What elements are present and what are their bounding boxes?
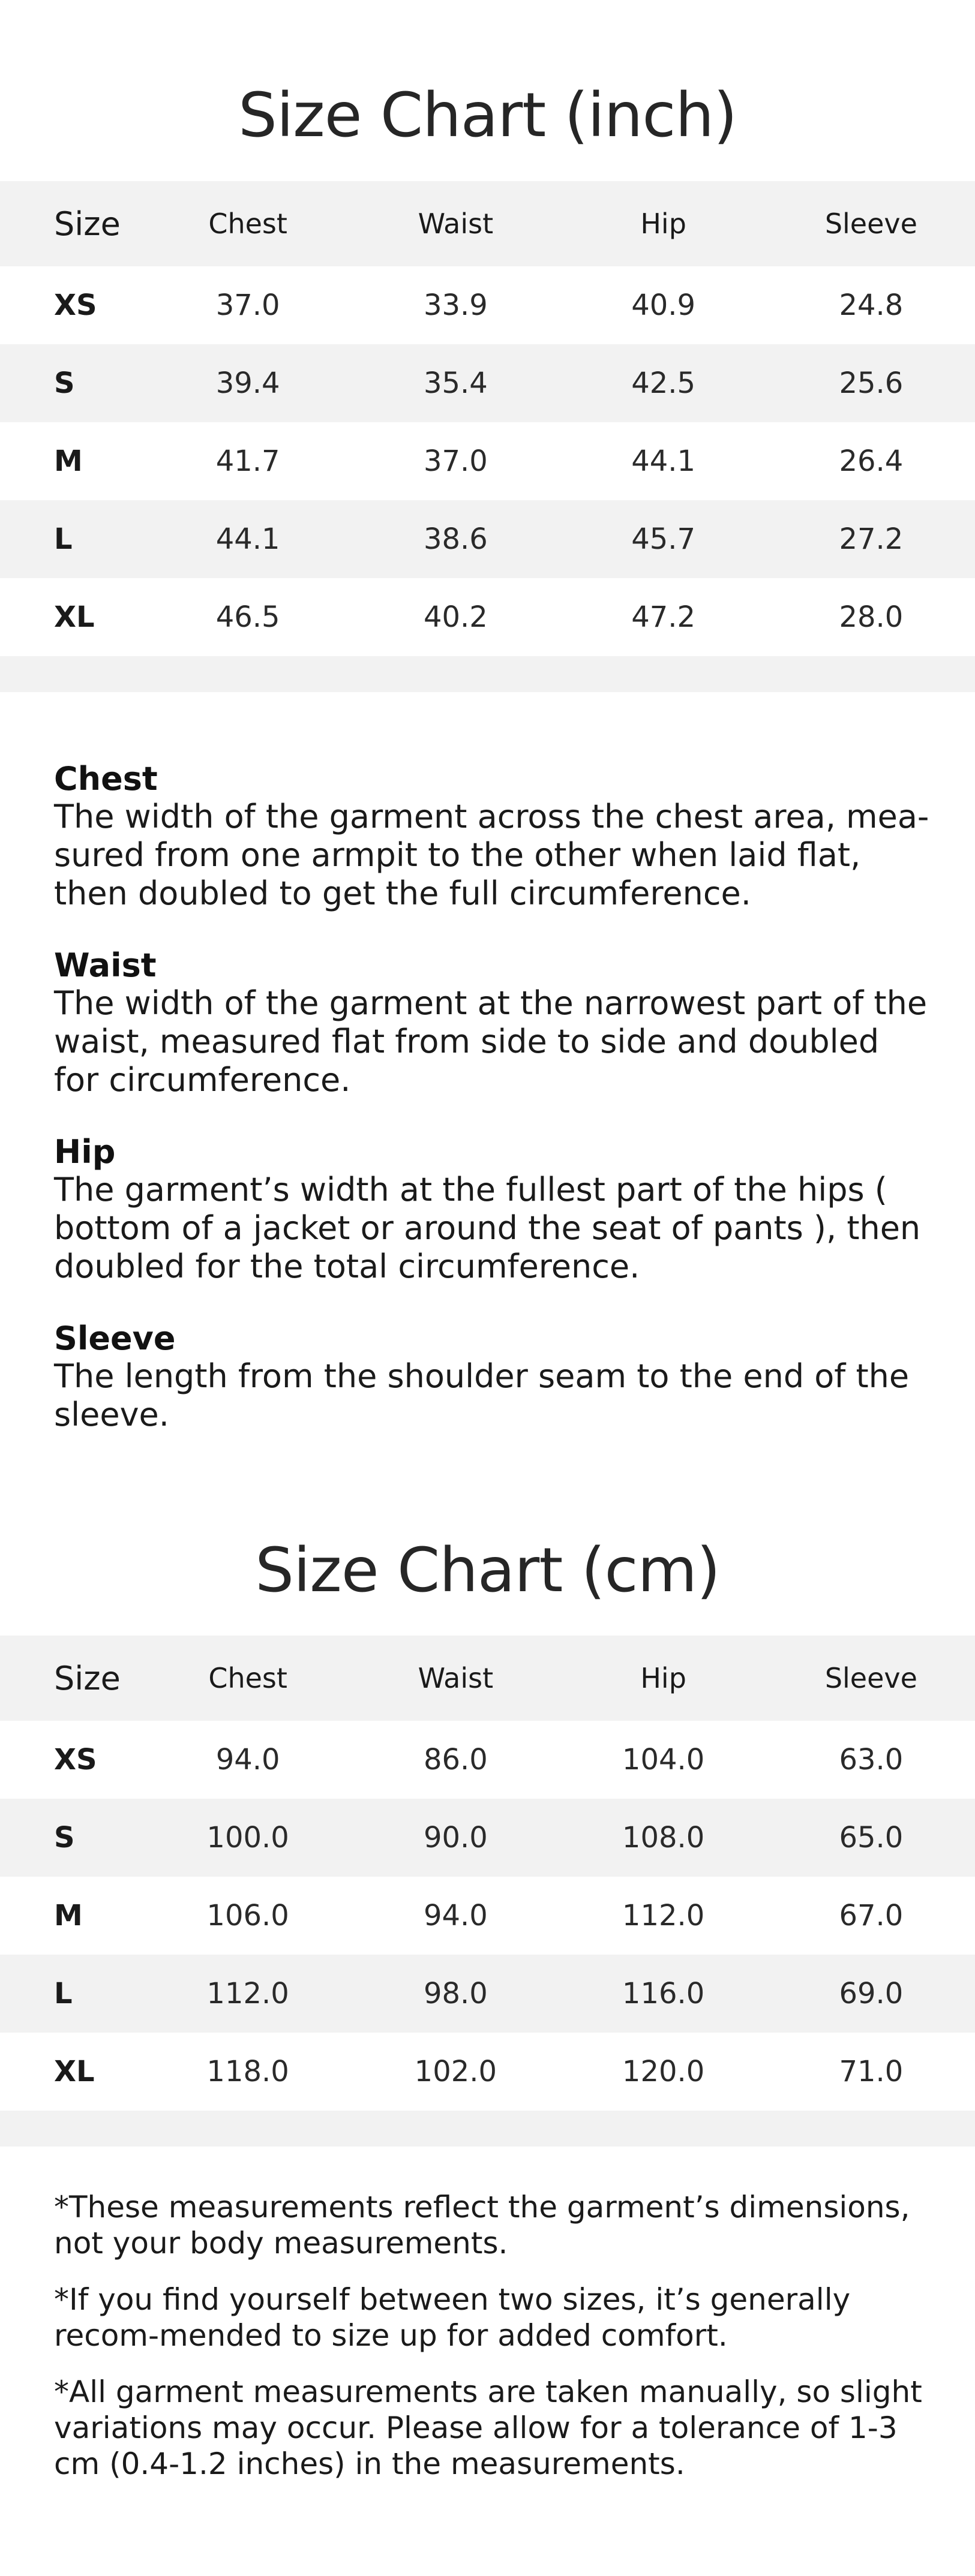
table-header-row bbox=[0, 181, 975, 266]
column-header-hip: Hip bbox=[640, 1662, 686, 1694]
waist-value: 86.0 bbox=[423, 1743, 488, 1777]
definition-term: Chest bbox=[54, 760, 158, 798]
waist-value: 33.9 bbox=[423, 288, 488, 322]
sleeve-value: 24.8 bbox=[839, 288, 904, 322]
definition-text: The length from the shoulder seam to the end of the sleeve. bbox=[54, 1357, 910, 1433]
waist-value: 37.0 bbox=[423, 444, 488, 478]
column-header-waist: Waist bbox=[418, 1662, 494, 1694]
definition-term: Hip bbox=[54, 1133, 116, 1171]
measurement-notes bbox=[54, 2189, 930, 2502]
waist-value: 40.2 bbox=[423, 600, 488, 634]
hip-value: 47.2 bbox=[631, 600, 696, 634]
size-label: M bbox=[54, 444, 83, 478]
table-footer-band bbox=[0, 2111, 975, 2147]
chest-value: 118.0 bbox=[206, 2055, 289, 2088]
sleeve-value: 67.0 bbox=[839, 1899, 904, 1932]
hip-value: 44.1 bbox=[631, 444, 696, 478]
hip-value: 45.7 bbox=[631, 522, 696, 556]
table-header-row bbox=[0, 1636, 975, 1721]
size-label: M bbox=[54, 1899, 83, 1932]
table-footer-band bbox=[0, 656, 975, 692]
chest-value: 41.7 bbox=[215, 444, 280, 478]
chest-value: 37.0 bbox=[215, 288, 280, 322]
sleeve-value: 71.0 bbox=[839, 2055, 904, 2088]
hip-value: 116.0 bbox=[622, 1977, 705, 2010]
note-tolerance: *All garment measurements are taken manually, so slight variations may occur. Please allow for a tolerance of 1-3 cm (0.4-1.2 inches) in the measurements. bbox=[54, 2374, 922, 2481]
size-chart-cm-title: Size Chart (cm) bbox=[255, 1535, 720, 1606]
column-header-sleeve: Sleeve bbox=[824, 208, 917, 240]
table-row bbox=[0, 1955, 975, 2033]
sleeve-value: 69.0 bbox=[839, 1977, 904, 2010]
sleeve-value: 26.4 bbox=[839, 444, 904, 478]
table-row bbox=[0, 266, 975, 344]
size-chart-inch-table bbox=[0, 181, 975, 692]
chest-value: 112.0 bbox=[206, 1977, 289, 2010]
definition-term: Sleeve bbox=[54, 1319, 176, 1357]
chest-value: 106.0 bbox=[206, 1899, 289, 1932]
chest-value: 94.0 bbox=[215, 1743, 280, 1777]
measurement-definitions bbox=[54, 761, 930, 1468]
sleeve-value: 27.2 bbox=[839, 522, 904, 556]
hip-value: 42.5 bbox=[631, 366, 696, 400]
chest-value: 39.4 bbox=[215, 366, 280, 400]
column-header-chest: Chest bbox=[208, 1662, 287, 1694]
note-garment-dimensions: *These measurements reflect the garment’s dimensions, not your body measurements. bbox=[54, 2190, 910, 2261]
hip-value: 108.0 bbox=[622, 1821, 705, 1854]
waist-value: 90.0 bbox=[423, 1821, 488, 1854]
note-between-sizes: *If you find yourself between two sizes, it’s generally recom-mended to size up for added comfort. bbox=[54, 2282, 851, 2353]
table-row bbox=[0, 2033, 975, 2111]
size-label: S bbox=[54, 1821, 75, 1854]
footer-spacer bbox=[0, 2111, 975, 2147]
definition-sleeve bbox=[54, 1320, 930, 1434]
size-label: S bbox=[54, 366, 75, 400]
chest-value: 100.0 bbox=[206, 1821, 289, 1854]
sleeve-value: 28.0 bbox=[839, 600, 904, 634]
table-row bbox=[0, 422, 975, 500]
hip-value: 40.9 bbox=[631, 288, 696, 322]
chest-value: 46.5 bbox=[215, 600, 280, 634]
table-row bbox=[0, 1799, 975, 1877]
column-header-waist: Waist bbox=[418, 208, 494, 240]
table-row bbox=[0, 1877, 975, 1955]
hip-value: 120.0 bbox=[622, 2055, 705, 2088]
definition-hip bbox=[54, 1134, 930, 1286]
table-row bbox=[0, 578, 975, 656]
definition-text: The garment’s width at the fullest part of the hips ( bottom of a jacket or around the seat of pants ), then doubled for the total circumference. bbox=[54, 1171, 921, 1285]
waist-value: 35.4 bbox=[423, 366, 488, 400]
size-chart-cm-table bbox=[0, 1636, 975, 2147]
size-label: XL bbox=[54, 600, 95, 634]
size-label: L bbox=[54, 1977, 73, 2010]
waist-value: 38.6 bbox=[423, 522, 488, 556]
size-label: XL bbox=[54, 2055, 95, 2088]
column-header-size: Size bbox=[54, 1659, 121, 1697]
sleeve-value: 63.0 bbox=[839, 1743, 904, 1777]
column-header-sleeve: Sleeve bbox=[824, 1662, 917, 1694]
chest-value: 44.1 bbox=[215, 522, 280, 556]
size-label: L bbox=[54, 522, 73, 556]
waist-value: 94.0 bbox=[423, 1899, 488, 1932]
column-header-size: Size bbox=[54, 205, 121, 243]
column-header-hip: Hip bbox=[640, 208, 686, 240]
hip-value: 104.0 bbox=[622, 1743, 705, 1777]
definition-term: Waist bbox=[54, 946, 157, 984]
size-label: XS bbox=[54, 1743, 97, 1777]
definition-text: The width of the garment across the chest area, mea-sured from one armpit to the other when laid flat, then doubled to get the full circumference. bbox=[54, 798, 929, 912]
waist-value: 98.0 bbox=[423, 1977, 488, 2010]
definition-text: The width of the garment at the narrowest part of the waist, measured flat from side to side and doubled for circumference. bbox=[54, 984, 928, 1099]
size-chart-inch-title: Size Chart (inch) bbox=[238, 80, 737, 151]
definition-waist bbox=[54, 947, 930, 1099]
table-row bbox=[0, 344, 975, 422]
definition-chest bbox=[54, 761, 930, 913]
footer-spacer bbox=[0, 656, 975, 692]
waist-value: 102.0 bbox=[414, 2055, 497, 2088]
table-row bbox=[0, 1721, 975, 1799]
column-header-chest: Chest bbox=[208, 208, 287, 240]
size-label: XS bbox=[54, 288, 97, 322]
table-row bbox=[0, 500, 975, 578]
sleeve-value: 25.6 bbox=[839, 366, 904, 400]
sleeve-value: 65.0 bbox=[839, 1821, 904, 1854]
hip-value: 112.0 bbox=[622, 1899, 705, 1932]
